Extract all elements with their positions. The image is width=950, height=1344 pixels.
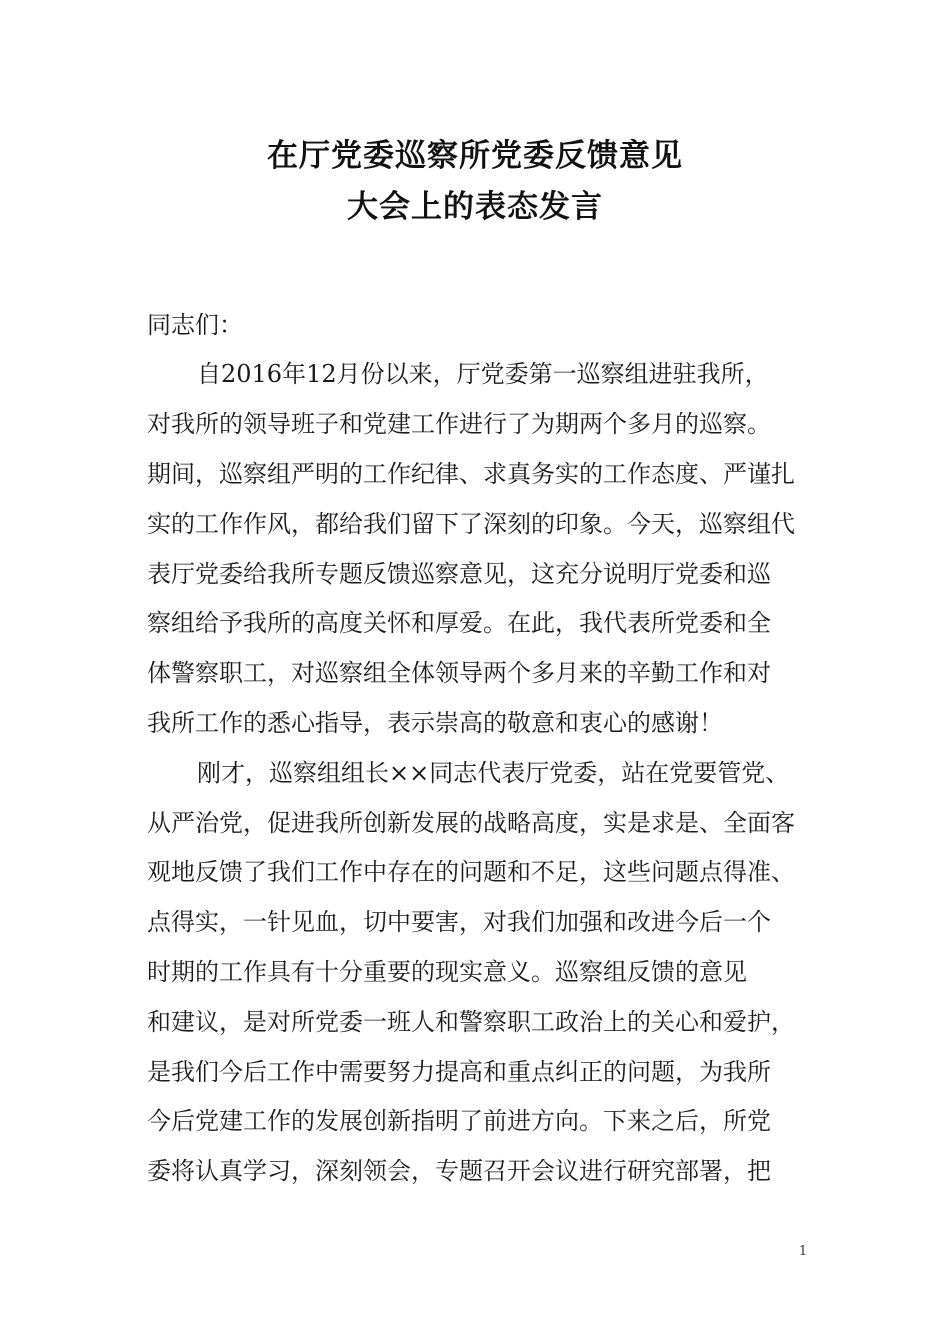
page-number: 1 bbox=[798, 1244, 808, 1259]
body-line: 是我们今后工作中需要努力提高和重点纠正的问题，为我所 bbox=[147, 1058, 771, 1086]
body-line: 体警察职工，对巡察组全体领导两个多月来的辛勤工作和对 bbox=[147, 659, 771, 687]
title-line-2: 大会上的表态发言 bbox=[347, 189, 603, 225]
body-line: 刚才，巡察组组长××同志代表厅党委，站在党要管党、 bbox=[197, 759, 790, 787]
body-line: 和建议，是对所党委一班人和警察职工政治上的关心和爱护， bbox=[147, 1008, 795, 1036]
body-line: 期间，巡察组严明的工作纪律、求真务实的工作态度、严谨扎 bbox=[147, 460, 795, 488]
body-line: 察组给予我所的高度关怀和厚爱。在此，我代表所党委和全 bbox=[147, 609, 771, 637]
body-line: 委将认真学习，深刻领会，专题召开会议进行研究部署，把 bbox=[147, 1157, 771, 1185]
body-line: 对我所的领导班子和党建工作进行了为期两个多月的巡察。 bbox=[147, 410, 771, 438]
body-line: 今后党建工作的发展创新指明了前进方向。下来之后，所党 bbox=[147, 1107, 771, 1135]
body-line: 从严治党，促进我所创新发展的战略高度，实是求是、全面客 bbox=[147, 809, 795, 837]
body-line: 我所工作的悉心指导，表示崇高的敬意和衷心的感谢！ bbox=[147, 709, 723, 737]
body-line: 点得实，一针见血，切中要害，对我们加强和改进今后一个 bbox=[147, 908, 771, 936]
body-line: 自2016年12月份以来，厅党委第一巡察组进驻我所， bbox=[197, 360, 769, 388]
body-line: 表厅党委给我所专题反馈巡察意见，这充分说明厅党委和巡 bbox=[147, 560, 771, 588]
body-line: 实的工作作风，都给我们留下了深刻的印象。今天，巡察组代 bbox=[147, 510, 795, 538]
body-line: 观地反馈了我们工作中存在的问题和不足，这些问题点得准、 bbox=[147, 858, 795, 886]
title-line-1: 在厅党委巡察所党委反馈意见 bbox=[267, 138, 683, 174]
body-line: 时期的工作具有十分重要的现实意义。巡察组反馈的意见 bbox=[147, 958, 747, 986]
salutation: 同志们： bbox=[147, 311, 243, 339]
